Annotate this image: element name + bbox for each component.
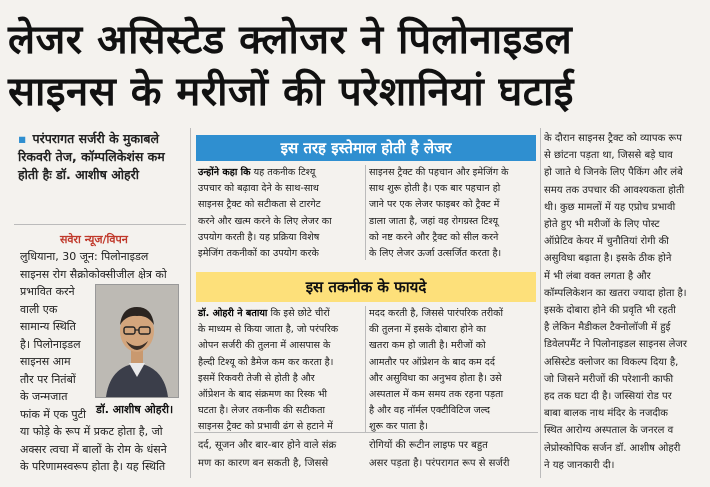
column-divider [540, 128, 541, 478]
box1-right-text [369, 165, 537, 262]
box2-right-text [369, 306, 537, 436]
box1-line: उपचार को बढ़ावा देने के साथ-साथ [198, 183, 319, 195]
box2-line: खतरा कम हो जाती है। मरीजों को [369, 340, 486, 352]
intro-line: के परिणामस्वरूप होता है। यह स्थिति [20, 460, 166, 473]
intro-line: सामान्य स्थिति [20, 320, 76, 333]
divider [14, 224, 186, 225]
right-line: हद तक घटा दी है। जस्सियां रोड पर [544, 391, 672, 403]
box1-left-text [198, 165, 364, 262]
box1-divider [365, 165, 366, 260]
top-strip [0, 0, 710, 12]
right-line: है लेकिन मैडीकल टैक्नोलॉजी में हुई [544, 322, 671, 334]
intro-text-lower [20, 423, 190, 476]
box2-left-text [198, 306, 364, 436]
box1-line: डाला जाता है, जहां वह रोगग्रस्त टिश्यू [369, 215, 499, 227]
intro-line: है। पिलोनाइडल [20, 337, 81, 351]
box2-line: शुरू कर पाता है। [369, 421, 429, 433]
right-line: में भी लंबा वक्त लगता है और [544, 270, 651, 282]
intro-line: साइनस रोग सैक्रोकोक्सीजील क्षेत्र को [20, 267, 167, 281]
box2-title: इस तकनीक के फायदे [196, 272, 536, 302]
box1-line: साइनस ट्रैक्ट की पहचान और इमेजिंग के [369, 167, 509, 178]
doctor-photo [95, 284, 179, 398]
bullet-square-icon: ▪ [18, 131, 27, 146]
intro-line: वाली एक [20, 302, 58, 316]
headline-line-2: साइनस के मरीजों की परेशानियां घटाई [8, 69, 574, 115]
box2-line: मदद करती है, जिससे पारंपरिक तरीकों [369, 308, 503, 319]
right-line: डिवेलपमैंट ने पिलोनाइडल साइनस लेजर [544, 339, 687, 351]
box1-line: जाने पर एक लेजर फाइबर को ट्रैक्ट में [369, 199, 500, 211]
box1-line: इमेजिंग तकनीकों का उपयोग करके [198, 248, 319, 260]
box2-line: घटता है। लेजर तकनीक की सटीकता [198, 405, 325, 417]
intro-line: साइनस आम [20, 355, 71, 368]
box2-line: की तुलना में इसके दोबारा होने का [369, 324, 486, 336]
box2-line: कि इसे छोटे चीरों [267, 308, 330, 319]
box2-line: साइनस ट्रैक्ट को प्रभावी ढंग से हटाने में [198, 421, 333, 433]
right-line: ने यह जानकारी दी। [544, 459, 615, 471]
doctor-portrait-icon [96, 285, 178, 397]
bottom-line: दर्द, सूजन और बार-बार होने वाले संक्र [198, 440, 337, 451]
box2-line: के माध्यम से किया जाता है, जो परंपरिक [198, 324, 339, 336]
box2-line: है और वह नॉर्मल एक्टीविटिज जल्द [369, 405, 491, 417]
right-line: जो जिसने मरीजों की परेशानी काफी [544, 373, 674, 385]
box1-line: साथ शुरू होती है। एक बार पहचान हो [369, 183, 501, 195]
box2-line: ऑप्रेशन के बाद संक्रमण का रिस्क भी [198, 389, 327, 401]
right-column-text [544, 130, 706, 474]
intro-line: अक्सर त्वचा में बालों के रोम के धंसने [20, 442, 167, 456]
right-line: स्थित आरोग्य अस्पताल के जनरल व [544, 425, 674, 437]
bottom-right-text [369, 437, 537, 472]
box1-lead: उन्होंने कहा कि [198, 167, 251, 178]
intro-line: फांक में एक पुटी [20, 407, 87, 421]
box1-line: साइनस ट्रैक्ट को सटीकता से टारगेट [198, 199, 321, 211]
box2-line: अस्पताल में कम समय तक रहना पड़ता [369, 389, 504, 401]
intro-line: प्रभावित करने [20, 285, 75, 298]
right-line: से छांटना पड़ता था, जिससे बड़े घाव [544, 150, 673, 162]
box2-line: और असुविधा का अनुभव होता है। उसे [369, 372, 502, 384]
intro-line: तौर पर नितंबों [20, 372, 76, 386]
subheadline-text: परंपरागत सर्जरी के मुकाबले रिकवरी तेज, कॉम्पलिकेशंस कम होती हैः डॉ. आशीष ओहरी [18, 131, 165, 182]
right-line: लेप्रोस्कोपिक सर्जन डॉ. आशीष ओहरी [544, 442, 681, 454]
intro-line: या फोड़े के रूप में प्रकट होता है, जो [20, 425, 163, 438]
box2-line: हैल्दी टिश्यू को डैमेज कम कर करता है। [198, 356, 334, 368]
right-line: ऑप्रेटिव केयर में चुनौतियां रोगी की [544, 236, 669, 248]
bottom-line: असर पड़ता है। परंपरागत रूप से सर्जरी [369, 457, 510, 469]
bottom-left-text [198, 437, 364, 472]
box1-line: उपयोग करती है। यह प्रक्रिया विशेष [198, 231, 320, 243]
byline: सवेरा न्यूज/विपन [60, 233, 128, 246]
box2-line: आमतौर पर ऑप्रेशन के बाद कम दर्द [369, 356, 495, 368]
box1-line: करने और खत्म करने के लिए लेजर का [198, 215, 332, 227]
box1-line: यह तकनीक टिश्यू [250, 167, 316, 178]
right-line: कॉम्पलिकेशन का खतरा ज्यादा होता है। [544, 287, 687, 299]
box1-title: इस तरह इस्तेमाल होती है लेजर [196, 135, 536, 161]
box2-lead: डॉ. ओहरी ने बताया [198, 308, 268, 319]
right-line: इसके दोबारा होने की प्रवृति भी रहती [544, 305, 676, 317]
column-divider [190, 128, 191, 478]
right-line: होते हुए भी मरीजों के लिए पोस्ट [544, 219, 660, 231]
right-line: थी। कुछ मामलों में यह एप्रोच प्रभावी [544, 201, 676, 213]
bottom-line: रोगियों की रूटीन लाइफ पर बहुत [369, 440, 488, 451]
right-line: असिस्टेड क्लोजर का विकल्प दिया है, [544, 356, 679, 368]
right-line: बाबा बालक नाथ मंदिर के नजदीक [544, 408, 668, 420]
box2-line: ओपन सर्जरी की तुलना में आसपास के [198, 340, 331, 352]
box-bottom-rule [194, 432, 538, 433]
right-line: समय तक उपचार की आवश्यकता होती [544, 184, 685, 196]
right-line: हो जाते थे जिनके लिए पैकिंग और लंबे [544, 167, 683, 179]
headline-line-1: लेजर असिस्टेड क्लोजर ने पिलोनाइडल [8, 17, 573, 63]
subheadline [18, 130, 188, 184]
box1-line: के लिए लेजर ऊर्जा उत्सर्जित करता है। [369, 248, 502, 260]
right-line: असुविधा बढ़ाता है। इसके ठीक होने [544, 253, 672, 265]
intro-line: के जन्मजात [20, 390, 68, 403]
intro-line: लुधियाना, 30 जून: पिलोनाइडल [20, 250, 149, 263]
bottom-line: मण का कारण बन सकती है, जिससे [198, 457, 329, 469]
box1-line: को नष्ट करने और ट्रैक्ट को सील करने [369, 231, 499, 243]
box2-line: इसमें रिकवरी तेजी से होती है और [198, 372, 315, 384]
box2-divider [365, 306, 366, 432]
photo-caption: डॉ. आशीष ओहरी। [96, 403, 174, 416]
right-line: के दौरान साइनस ट्रैक्ट को व्यापक रूप [544, 133, 682, 144]
